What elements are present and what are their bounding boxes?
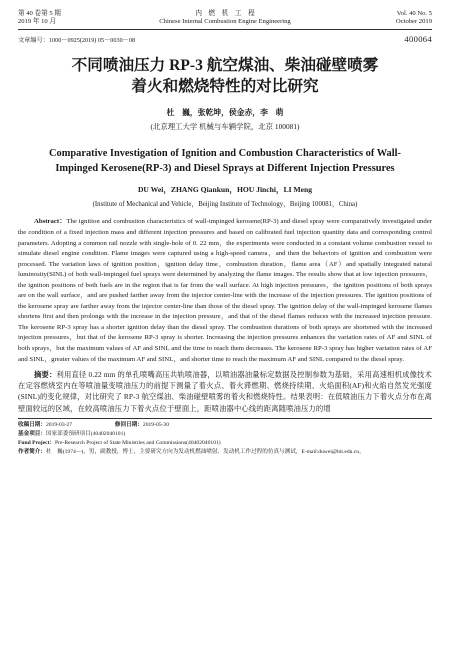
article-number: 文章编号：1000－0925(2019) 05－0030－08 (18, 36, 136, 44)
journal-name: 内 燃 机 工 程 Chinese Internal Combustion Engine Engineering (159, 10, 291, 26)
abstract-en-text: The ignition and combustion characteristics of wall-impinged kerosene(RP-3) and diesel spray were comparatively investigated under the condition of a fixed injection mass and different injection pressures and based on calibrated fuel injection quantity data and corresponding control parameters. Adopting a common rail nozzle with single-hole of 0. 22 mm，the experiments were conducted in a constant volume combustion vessel to simulate diesel engine condition. Flame images were captured using a high-speed camera，and then the behaviors of ignition and combustion were processed. The variation laws of ignition position，ignition delay time，combustion duration，flame area（AF）and spatially integrated natural luminosity(SINL) of both wall-impinged fuel sprays were determined by analyzing the flame images. The results show that at low injection pressures，the ignition positions of both fuels are in the region that is far from the wall surface. At high injection pressures，the ignition positions of both sprays are on the wall surface，and are pushed farther away from the injector center-line with the increase of the injection pressures. The ignition positions of the kerosene spray are farther away from the injector center-line than those of the diesel spray. The ignition delay of the wall-impinged kerosene flames shortens first and then prolongs with the increase in the injection pressure，and that of the diesel flames reduces with the increased injection pressure. The kerosene RP-3 spray has a shorter ignition delay than the diesel spray. The combustion durations of both sprays are shortened with the increased injection pressures，but that of the kerosene RP-3 spray is shorter. Increasing the injection pressures enhances the variation rates of AF and SINL of both sprays，but the maximum values of AF and SINL and the time to reach them decreases. The kerosene RP-3 spray has higher variation rates of AF and SINL，greater values of the maximum AF and SINL，and shorter time to reach the maximum AF and SINL compared to the diesel spray. (18, 218, 432, 363)
issue-info-en: Vol. 40 No. 5 October 2019 (395, 10, 432, 26)
footnote-fund-cn: 基金项目：国家部委预研项目(40402040101) (18, 430, 126, 437)
footnote-fund-en: Fund Project：Pre-Research Project of State Ministries and Commissions(40402040101) (18, 439, 221, 446)
article-code: 400064 (404, 34, 432, 45)
footnote-rule (18, 418, 432, 419)
running-header (18, 10, 432, 26)
footnote-author-bio: 作者简介：杜 巍(1974—)，男，副教授，博士，主要研究方向为发动机燃油喷射、发动机工作过程的仿真与测试，E-mail:duwei@bit.edu.cn。 (18, 448, 365, 455)
affiliation-cn: (北京理工大学 机械与车辆学院，北京 100081) (150, 122, 300, 132)
footnote-dates: 收稿日期：2019-03-27 修回日期：2019-05-30 (18, 421, 169, 428)
title-cn: 不同喷油压力 RP-3 航空煤油、柴油碰壁喷雾 着火和燃烧特性的对比研究 (71, 57, 379, 96)
abstract-en (18, 217, 432, 365)
article-info (18, 34, 432, 44)
authors-cn: 杜 巍，张乾坤，侯金赤，李 萌 (166, 108, 284, 118)
abstract-cn-label: 摘要： (34, 370, 57, 380)
footnotes (18, 421, 432, 457)
title-en: Comparative Investigation of Ignition and Combustion Characteristics of Wall- Impinged Kerosene(RP-3) and Diesel Sprays at Different Injection Pressures (49, 148, 401, 175)
abstract-cn-text: 利用直径 0.22 mm 的单孔喷嘴高压共轨喷油器，以喷油器油量标定数据及控制参数为基础，采用高速相机成像技术在定容燃烧室内在等喷油量变喷油压力的前提下测量了着火点、着火滞燃期、燃烧持续期、火焰面积(AF)和火焰自然发光强度(SINL)的变化规律，对比研究了 RP-3 航空煤油、柴油碰壁喷雾的着火和燃烧特性。结果表明：在低喷油压力下着火点分布在离壁面较远的区域，在较高喷油压力下着火点位于壁面上，距喷油器中心线的距离随喷油压力的增 (18, 370, 432, 413)
authors-en: DU Wei，ZHANG Qiankun，HOU Jinchi，LI Meng (137, 185, 313, 195)
issue-info-cn: 第 40 卷第 5 期 2019 年 10 月 (18, 10, 61, 26)
header-rule (18, 29, 432, 30)
affiliation-en: (Institute of Mechanical and Vehicle，Beijing Institute of Technology，Beijing 100081，China) (92, 201, 358, 209)
abstract-en-label: Abstract： (34, 218, 67, 226)
abstract-cn (18, 369, 432, 414)
